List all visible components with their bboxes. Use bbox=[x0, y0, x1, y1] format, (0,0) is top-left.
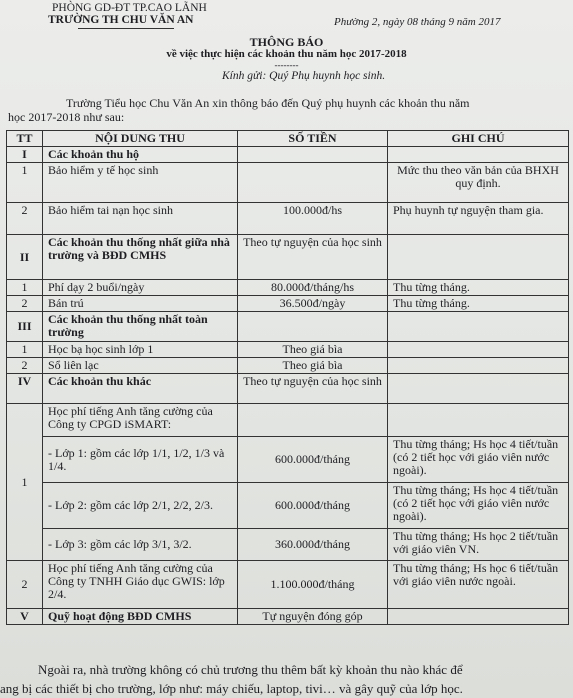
row-number: 2 bbox=[7, 296, 43, 312]
note-cell: Thu từng tháng; Hs học 4 tiết/tuần (có 2 tiết học với giáo viên nước ngoài). bbox=[388, 483, 569, 529]
table-row bbox=[7, 404, 569, 437]
amount-cell: Theo giá bìa bbox=[238, 342, 388, 358]
section-row bbox=[7, 312, 569, 342]
note-cell bbox=[388, 358, 569, 374]
dateline: Phường 2, ngày 08 tháng 9 năm 2017 bbox=[334, 16, 501, 28]
amount-cell: 600.000đ/tháng bbox=[238, 437, 388, 483]
amount-cell: 100.000đ/hs bbox=[238, 203, 388, 235]
table-row bbox=[7, 203, 569, 235]
amount-cell bbox=[238, 163, 388, 203]
amount-cell bbox=[238, 147, 388, 163]
footer-line-2: ang bị các thiết bị cho trường, lớp như: máy chiếu, laptop, tivi… và gây quỹ của lớp học. bbox=[0, 681, 463, 696]
section-row bbox=[7, 235, 569, 280]
note-cell bbox=[388, 404, 569, 437]
school-name: TRƯỜNG TH CHU VĂN AN bbox=[48, 14, 194, 26]
content-cell: - Lớp 3: gồm các lớp 3/1, 3/2. bbox=[43, 529, 238, 561]
note-cell bbox=[388, 235, 569, 280]
notice-subtitle: về việc thực hiện các khoản thu năm học 2017-2018 bbox=[166, 48, 407, 60]
school-underline bbox=[78, 28, 174, 29]
content-cell: Bán trú bbox=[43, 296, 238, 312]
note-cell bbox=[388, 342, 569, 358]
table-row bbox=[7, 358, 569, 374]
table-row bbox=[7, 296, 569, 312]
section-title: Các khoản thu thống nhất toàn trường bbox=[43, 312, 238, 342]
table-row bbox=[7, 561, 569, 609]
table-row bbox=[7, 437, 569, 483]
amount-cell: 600.000đ/tháng bbox=[238, 483, 388, 529]
content-cell: - Lớp 1: gồm các lớp 1/1, 1/2, 1/3 và 1/4. bbox=[43, 437, 238, 483]
amount-cell: 1.100.000đ/tháng bbox=[238, 561, 388, 609]
section-number: I bbox=[7, 147, 43, 163]
content-cell: Bảo hiểm y tế học sinh bbox=[43, 163, 238, 203]
content-cell: Học phí tiếng Anh tăng cường của Công ty CPGD iSMART: bbox=[43, 404, 238, 437]
amount-cell: Theo giá bìa bbox=[238, 358, 388, 374]
title-divider: -------- bbox=[274, 60, 299, 70]
section-number: III bbox=[7, 312, 43, 342]
note-cell bbox=[388, 374, 569, 404]
row-number: 1 bbox=[7, 280, 43, 296]
amount-cell: 36.500đ/ngày bbox=[238, 296, 388, 312]
agency-name: PHÒNG GD-ĐT TP.CAO LÃNH bbox=[52, 2, 207, 14]
intro-line-2: học 2017-2018 như sau: bbox=[8, 110, 125, 124]
table-row bbox=[7, 342, 569, 358]
section-title: Các khoản thu khác bbox=[43, 374, 238, 404]
section-title: Quỹ hoạt động BĐD CMHS bbox=[43, 609, 238, 625]
amount-cell bbox=[238, 312, 388, 342]
content-cell: - Lớp 2: gồm các lớp 2/1, 2/2, 2/3. bbox=[43, 483, 238, 529]
col-header-amount: SỐ TIỀN bbox=[238, 131, 388, 147]
content-cell: Sổ liên lạc bbox=[43, 358, 238, 374]
table-header-row bbox=[7, 131, 569, 147]
content-cell: Bảo hiểm tai nạn học sinh bbox=[43, 203, 238, 235]
col-header-tt: TT bbox=[7, 131, 43, 147]
row-number: 1 bbox=[7, 342, 43, 358]
amount-cell: Theo tự nguyện của học sinh bbox=[238, 235, 388, 280]
note-cell bbox=[388, 609, 569, 625]
section-row bbox=[7, 609, 569, 625]
table-row bbox=[7, 163, 569, 203]
section-title: Các khoản thu hộ bbox=[43, 147, 238, 163]
col-header-note: GHI CHÚ bbox=[388, 131, 569, 147]
amount-cell: Theo tự nguyện của học sinh bbox=[238, 374, 388, 404]
note-cell: Thu từng tháng; Hs học 2 tiết/tuần với giáo viên VN. bbox=[388, 529, 569, 561]
fee-table bbox=[6, 130, 569, 625]
greeting: Kính gửi: Quý Phụ huynh học sinh. bbox=[222, 70, 386, 82]
content-cell: Học bạ học sinh lớp 1 bbox=[43, 342, 238, 358]
note-cell: Thu từng tháng. bbox=[388, 296, 569, 312]
amount-cell: 80.000đ/tháng/hs bbox=[238, 280, 388, 296]
note-cell bbox=[388, 312, 569, 342]
section-number: IV bbox=[7, 374, 43, 404]
note-cell: Thu từng tháng; Hs học 6 tiết/tuần với giáo viên nước ngoài. bbox=[388, 561, 569, 609]
section-row bbox=[7, 374, 569, 404]
table-row bbox=[7, 483, 569, 529]
table-row bbox=[7, 280, 569, 296]
amount-cell: 360.000đ/tháng bbox=[238, 529, 388, 561]
section-title: Các khoản thu thống nhất giữa nhà trường và BĐD CMHS bbox=[43, 235, 238, 280]
footer-line-1: Ngoài ra, nhà trường không có chủ trương thu thêm bất kỳ khoản thu nào khác để bbox=[38, 662, 463, 677]
note-cell: Mức thu theo văn bản của BHXH quy định. bbox=[388, 163, 569, 203]
content-cell: Phí dạy 2 buổi/ngày bbox=[43, 280, 238, 296]
row-number: 2 bbox=[7, 203, 43, 235]
row-number: 1 bbox=[7, 404, 43, 561]
content-cell: Học phí tiếng Anh tăng cường của Công ty TNHH Giáo dục GWIS: lớp 2/4. bbox=[43, 561, 238, 609]
section-number: II bbox=[7, 235, 43, 280]
note-cell bbox=[388, 147, 569, 163]
amount-cell bbox=[238, 404, 388, 437]
intro-line-1: Trường Tiểu học Chu Văn An xin thông báo đến Quý phụ huynh các khoản thu năm bbox=[66, 96, 470, 110]
note-cell: Thu từng tháng. bbox=[388, 280, 569, 296]
section-number: V bbox=[7, 609, 43, 625]
row-number: 1 bbox=[7, 163, 43, 203]
col-header-content: NỘI DUNG THU bbox=[43, 131, 238, 147]
row-number: 2 bbox=[7, 358, 43, 374]
row-number: 2 bbox=[7, 561, 43, 609]
section-row bbox=[7, 147, 569, 163]
note-cell: Thu từng tháng; Hs học 4 tiết/tuần (có 2 tiết học với giáo viên nước ngoài). bbox=[388, 437, 569, 483]
amount-cell: Tự nguyện đóng góp bbox=[238, 609, 388, 625]
table-row bbox=[7, 529, 569, 561]
notice-title: THÔNG BÁO bbox=[249, 35, 324, 49]
note-cell: Phụ huynh tự nguyện tham gia. bbox=[388, 203, 569, 235]
